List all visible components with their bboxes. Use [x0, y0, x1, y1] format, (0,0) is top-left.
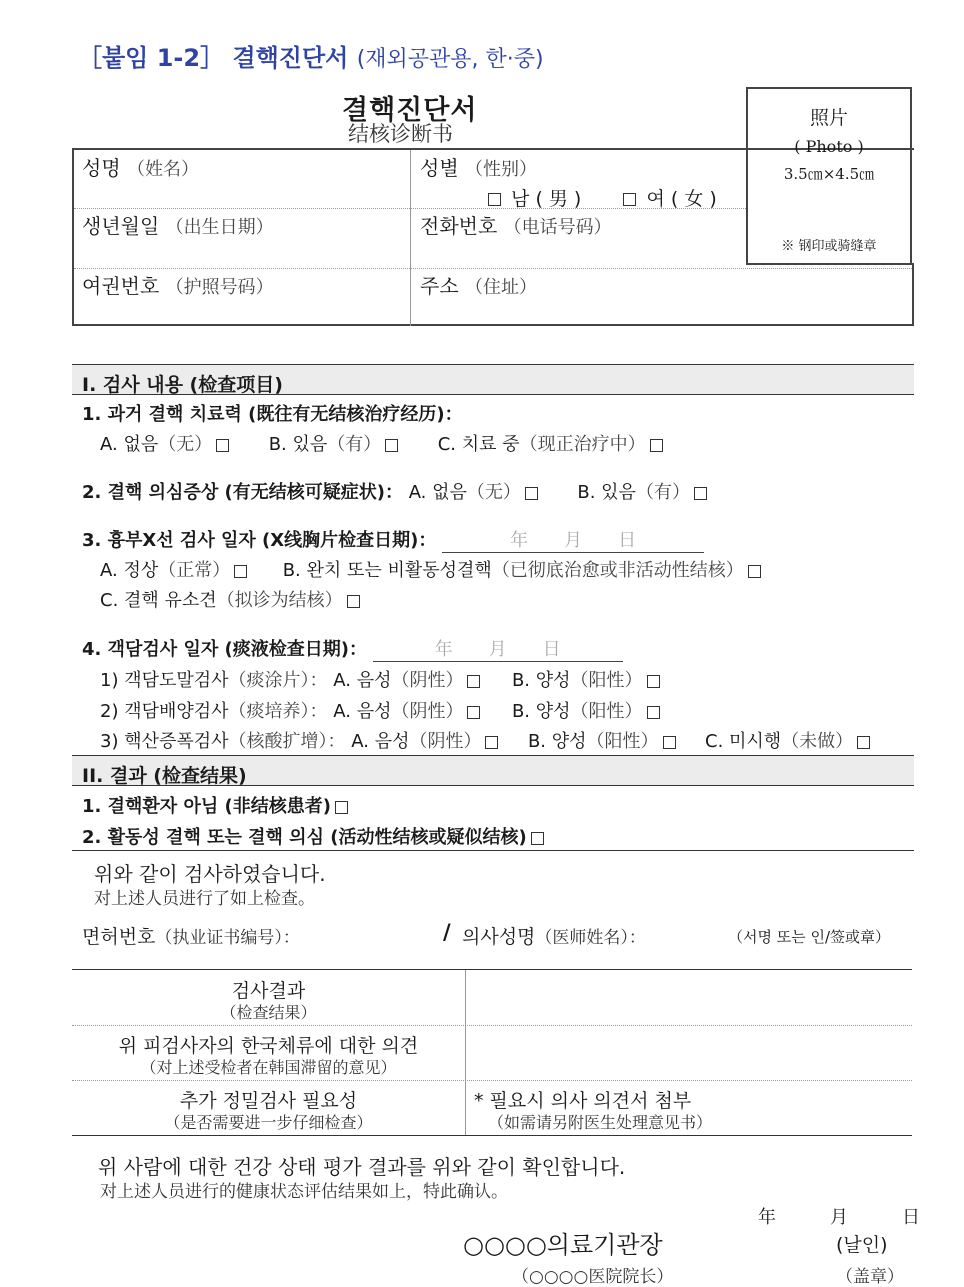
smear-negative-checkbox[interactable] — [467, 675, 480, 688]
xray-date-field[interactable]: 年 月 日 — [442, 526, 704, 553]
sputum-date-field[interactable]: 年 月 日 — [373, 635, 623, 662]
photo-size: 3.5㎝×4.5㎝ — [783, 165, 875, 183]
culture-positive-checkbox[interactable] — [647, 706, 660, 719]
hospital-head-name-cn: （○○○○医院院长） — [512, 1267, 674, 1287]
stay-opinion-label-cn: （对上述受检者在韩国滞留的意见） — [140, 1058, 397, 1077]
final-confirm-statement: 위 사람에 대한 건강 상태 평가 결과를 위와 같이 확인합니다. — [98, 1155, 626, 1179]
female-checkbox[interactable] — [623, 193, 636, 206]
male-label: 남 ( 男 ) — [511, 188, 582, 210]
attachment-header — [78, 38, 544, 73]
exam-result-label: 검사결과 — [231, 980, 306, 1002]
photo-box — [746, 87, 912, 265]
sputum-culture-row: 2) 객담배양검사（痰培养）： A. 음성（阴性） B. 양성（阳性） — [100, 697, 664, 723]
address-field[interactable]: 주소 （住址） — [420, 274, 537, 298]
q3-a-checkbox[interactable] — [234, 565, 247, 578]
q1-c-checkbox[interactable] — [650, 439, 663, 452]
q2-b-checkbox[interactable] — [694, 487, 707, 500]
question-3-options-row2: C. 결핵 유소견（拟诊为结核） — [100, 586, 364, 612]
sputum-smear-row: 1) 객담도말검사（痰涂片）： A. 음성（阴性） B. 양성（阳性） — [100, 666, 664, 692]
photo-en: ( Photo ) — [794, 137, 864, 156]
seal-label-cn: （盖章） — [836, 1267, 904, 1287]
naat-positive-checkbox[interactable] — [663, 736, 676, 749]
confirm-statement: 위와 같이 검사하였습니다. — [94, 862, 326, 886]
question-4: 4. 객담검사 일자 (痰液检查日期)： 年 月 日 — [82, 635, 623, 662]
stay-opinion-input[interactable] — [470, 1032, 910, 1076]
exam-result-input[interactable] — [470, 980, 910, 1020]
attach-opinion-note: * 필요시 의사 의견서 첨부 — [474, 1090, 692, 1112]
further-exam-label-cn: （是否需要进一步仔细检查） — [164, 1113, 373, 1132]
question-2: 2. 결핵 의심증상 (有无结核可疑症状)： A. 없음（无） B. 있음（有） — [82, 478, 711, 504]
passport-field[interactable]: 여권번호 （护照号码） — [82, 274, 274, 298]
gender-field: 성별 （性别） — [420, 156, 537, 180]
female-label: 여 ( 女 ) — [646, 188, 717, 210]
phone-field[interactable]: 전화번호 （电话号码） — [420, 214, 612, 238]
q1-a-checkbox[interactable] — [216, 439, 229, 452]
table-right-border — [912, 263, 914, 326]
question-3-options-row1: A. 정상（正常） B. 완치 또는 비활동성결핵（已彻底治愈或非活动性结核） — [100, 556, 765, 582]
photo-note: ※ 钢印或骑缝章 — [781, 239, 877, 254]
naat-notdone-checkbox[interactable] — [857, 736, 870, 749]
section-1-header: I. 검사 내용 (检查项目) — [72, 364, 914, 394]
naat-negative-checkbox[interactable] — [485, 736, 498, 749]
result-1-checkbox[interactable] — [335, 801, 348, 814]
result-2: 2. 활동성 결핵 또는 결핵 의심 (活动性结核或疑似结核) — [82, 823, 548, 849]
separator-slash: / — [443, 920, 451, 944]
question-1: 1. 과거 결핵 치료력 (既往有无结核治疗经历)： — [82, 404, 463, 425]
q3-c-checkbox[interactable] — [347, 595, 360, 608]
birth-field[interactable]: 생년월일 （出生日期） — [82, 214, 274, 238]
attachment-label: ［붙임 1-2］ 결핵진단서 — [78, 44, 349, 72]
attach-opinion-note-cn: （如需请另附医生处理意见书） — [488, 1113, 713, 1132]
doc-title-cn: 结核诊断书 — [348, 122, 453, 146]
name-field[interactable]: 성명 （姓名） — [82, 156, 199, 180]
result-2-checkbox[interactable] — [531, 832, 544, 845]
confirm-statement-cn: 对上述人员进行了如上检查。 — [94, 889, 315, 909]
exam-result-label-cn: （检查结果） — [220, 1003, 317, 1022]
q1-b-checkbox[interactable] — [385, 439, 398, 452]
final-confirm-statement-cn: 对上述人员进行的健康状态评估结果如上，特此确认。 — [100, 1182, 508, 1202]
attachment-sub: (재외공관용, 한·중) — [356, 47, 544, 72]
q3-b-checkbox[interactable] — [748, 565, 761, 578]
hospital-head-name: ○○○○의료기관장 — [463, 1231, 663, 1259]
result-1: 1. 결핵환자 아님 (非结核患者) — [82, 792, 352, 818]
license-number-field[interactable]: 면허번호（执业证书编号）： — [82, 926, 300, 948]
smear-positive-checkbox[interactable] — [647, 675, 660, 688]
photo-label: 照片 — [809, 107, 848, 129]
naat-row: 3) 핵산증폭검사（核酸扩增）： A. 음성（阴性） B. 양성（阳性） C. 미시행（未做） — [100, 727, 874, 753]
signature-field[interactable]: （서명 또는 인/签或章） — [728, 928, 891, 946]
doctor-name-field[interactable]: 의사성명（医师姓名）： — [462, 926, 646, 948]
question-1-options: A. 없음（无） B. 있음（有） C. 치료 중（现正治疗中） — [100, 430, 667, 456]
seal-label[interactable]: (날인) — [836, 1234, 888, 1256]
further-exam-label: 추가 정밀검사 필요성 — [179, 1090, 358, 1112]
section-2-header: II. 결과 (检查结果) — [72, 755, 914, 785]
stay-opinion-label: 위 피검사자의 한국체류에 대한 의견 — [118, 1035, 419, 1057]
gender-options — [484, 184, 717, 211]
question-3: 3. 흉부X선 검사 일자 (X线胸片检查日期)： 年 月 日 — [82, 526, 704, 553]
confirm-date-field[interactable]: 年 月 日 — [758, 1207, 920, 1228]
male-checkbox[interactable] — [488, 193, 501, 206]
doc-title: 결핵진단서 — [342, 95, 478, 126]
q2-a-checkbox[interactable] — [525, 487, 538, 500]
culture-negative-checkbox[interactable] — [467, 706, 480, 719]
